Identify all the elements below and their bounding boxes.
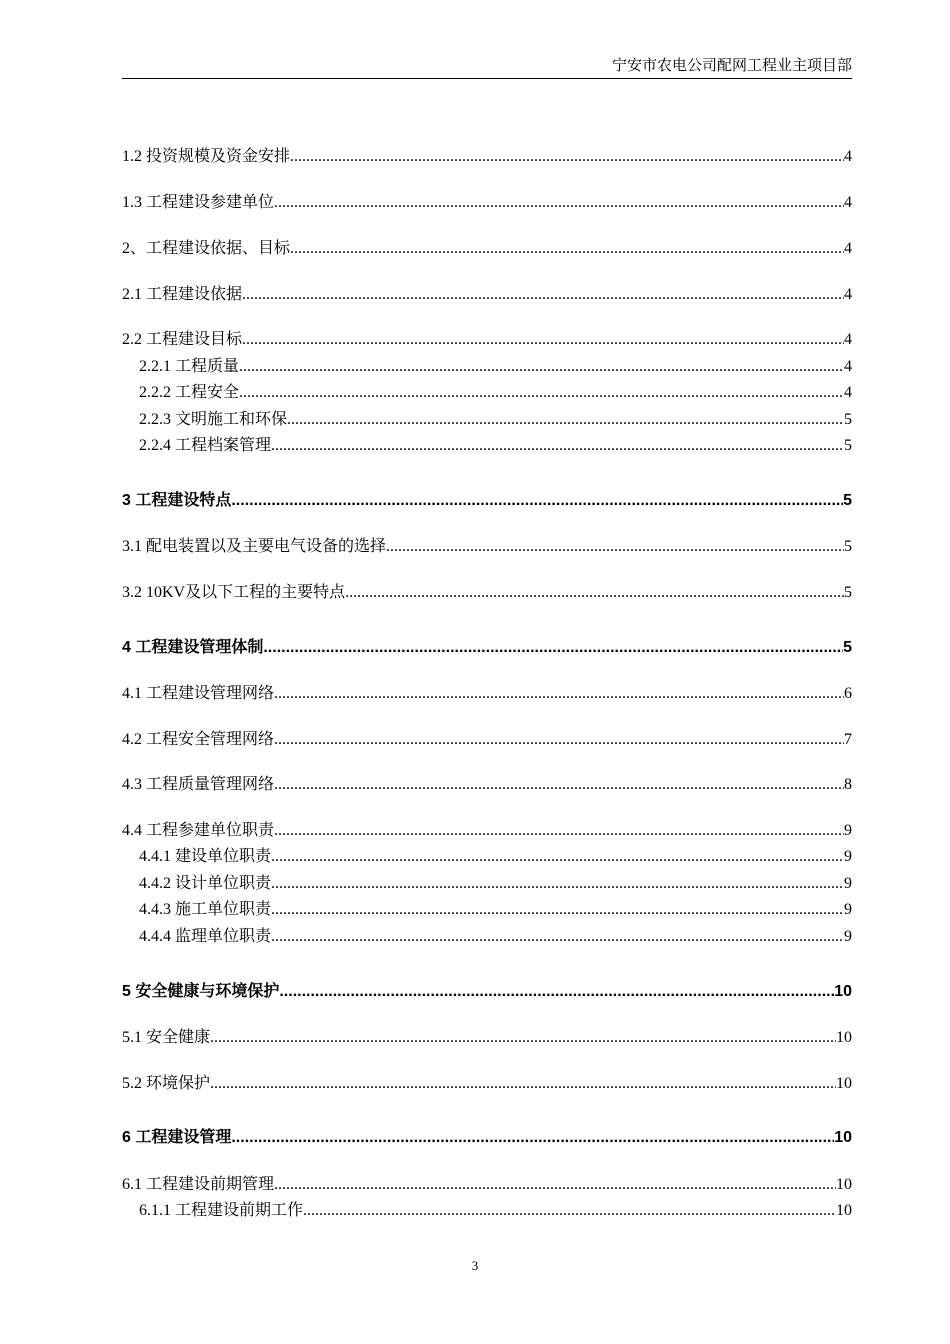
toc-entry[interactable] (122, 1073, 852, 1095)
toc-entry[interactable] (122, 683, 852, 705)
toc-entry[interactable] (122, 238, 852, 260)
toc-entry-page: 5 (844, 584, 852, 601)
toc-leader (303, 1200, 836, 1222)
toc-entry[interactable] (122, 146, 852, 168)
toc-entry-text: 1.2 投资规模及资金安排 (122, 148, 291, 165)
toc-subentry[interactable] (139, 899, 852, 921)
toc-entry-page: 4 (844, 148, 852, 165)
toc-entry-text: 2.2.1 工程质量 (139, 358, 240, 375)
toc-subentry[interactable] (139, 382, 852, 404)
toc-entry-text: 4.4.1 建设单位职责 (139, 848, 272, 865)
toc-entry[interactable] (122, 1174, 852, 1196)
toc-leader (345, 582, 844, 604)
toc-leader (231, 490, 843, 512)
toc-entry-page: 4 (844, 240, 852, 257)
toc-entry-text: 4.4.2 设计单位职责 (139, 875, 272, 892)
toc-subentry[interactable] (139, 435, 852, 457)
toc-entry-text: 6 工程建设管理 (122, 1129, 232, 1146)
toc-entry-text: 4.2 工程安全管理网络 (122, 731, 275, 748)
toc-entry-page: 5 (843, 492, 852, 509)
toc-leader (210, 1073, 836, 1095)
toc-leader (274, 1174, 836, 1196)
toc-entry-text: 3 工程建设特点 (122, 492, 232, 509)
toc-subentry[interactable] (139, 926, 852, 948)
toc-entry-page: 9 (844, 928, 852, 945)
toc-leader (271, 873, 844, 895)
toc-entry-text: 4.4.4 监理单位职责 (139, 928, 272, 945)
toc-leader (274, 683, 844, 705)
toc-entry-page: 4 (844, 286, 852, 303)
table-of-contents (122, 0, 852, 1344)
toc-chapter-entry[interactable] (122, 637, 852, 659)
toc-entry-page: 9 (844, 822, 852, 839)
toc-entry-page: 5 (844, 538, 852, 555)
page-number: 3 (471, 1258, 479, 1273)
toc-leader (290, 238, 844, 260)
toc-entry-text: 2、工程建设依据、目标 (122, 240, 291, 257)
toc-entry-text: 4.4.3 施工单位职责 (139, 901, 272, 918)
toc-entry-page: 5 (844, 437, 852, 454)
toc-entry-text: 4.1 工程建设管理网络 (122, 685, 275, 702)
toc-leader (271, 435, 844, 457)
toc-leader (290, 146, 844, 168)
toc-entry[interactable] (122, 1027, 852, 1049)
toc-entry-page: 5 (843, 639, 852, 656)
toc-entry[interactable] (122, 536, 852, 558)
toc-leader (271, 846, 844, 868)
toc-leader (386, 536, 844, 558)
page-footer (0, 1258, 950, 1274)
toc-entry-page: 5 (844, 411, 852, 428)
toc-entry-page: 4 (844, 384, 852, 401)
toc-entry-text: 1.3 工程建设参建单位 (122, 194, 275, 211)
toc-entry[interactable] (122, 329, 852, 351)
toc-leader (210, 1027, 836, 1049)
toc-leader (239, 382, 844, 404)
toc-leader (263, 637, 843, 659)
toc-leader (274, 774, 844, 796)
toc-entry-page: 10 (836, 1075, 852, 1092)
toc-leader (239, 356, 844, 378)
toc-entry-text: 4 工程建设管理体制 (122, 639, 264, 656)
toc-entry-page: 4 (844, 358, 852, 375)
toc-leader (274, 729, 844, 751)
toc-entry[interactable] (122, 774, 852, 796)
toc-entry-text: 2.2 工程建设目标 (122, 331, 243, 348)
toc-entry-page: 10 (836, 1029, 852, 1046)
toc-entry-text: 3.1 配电装置以及主要电气设备的选择 (122, 538, 387, 555)
toc-leader (274, 192, 844, 214)
toc-entry-text: 2.2.3 文明施工和环保 (139, 411, 288, 428)
toc-entry-page: 9 (844, 875, 852, 892)
toc-leader (271, 926, 844, 948)
toc-subentry[interactable] (139, 846, 852, 868)
toc-subentry[interactable] (139, 409, 852, 431)
toc-leader (279, 981, 834, 1003)
toc-leader (242, 329, 844, 351)
toc-entry-text: 2.2.2 工程安全 (139, 384, 240, 401)
toc-entry-page: 10 (834, 983, 852, 1000)
toc-leader (242, 284, 844, 306)
toc-entry-page: 4 (844, 331, 852, 348)
toc-leader (287, 409, 844, 431)
toc-entry[interactable] (122, 582, 852, 604)
toc-entry-text: 6.1.1 工程建设前期工作 (139, 1202, 304, 1219)
toc-entry[interactable] (122, 820, 852, 842)
toc-leader (231, 1127, 834, 1149)
toc-entry-text: 3.2 10KV及以下工程的主要特点 (122, 584, 346, 601)
toc-leader (271, 899, 844, 921)
toc-subentry[interactable] (139, 356, 852, 378)
toc-entry-page: 10 (834, 1129, 852, 1146)
toc-entry[interactable] (122, 284, 852, 306)
toc-entry[interactable] (122, 192, 852, 214)
toc-leader (274, 820, 844, 842)
toc-entry-page: 10 (836, 1202, 852, 1219)
toc-entry-page: 10 (836, 1176, 852, 1193)
toc-entry-text: 5.1 安全健康 (122, 1029, 211, 1046)
toc-entry-page: 9 (844, 848, 852, 865)
toc-subentry[interactable] (139, 873, 852, 895)
toc-entry-text: 6.1 工程建设前期管理 (122, 1176, 275, 1193)
toc-chapter-entry[interactable] (122, 1127, 852, 1149)
toc-entry-page: 4 (844, 194, 852, 211)
toc-chapter-entry[interactable] (122, 490, 852, 512)
toc-entry-text: 4.3 工程质量管理网络 (122, 776, 275, 793)
toc-subentry[interactable] (139, 1200, 852, 1222)
toc-entry-text: 2.1 工程建设依据 (122, 286, 243, 303)
header-title: 宁安市农电公司配网工程业主项目部 (611, 58, 852, 74)
toc-chapter-entry[interactable] (122, 981, 852, 1003)
toc-entry-page: 8 (844, 776, 852, 793)
toc-entry-text: 5.2 环境保护 (122, 1075, 211, 1092)
toc-entry-page: 6 (844, 685, 852, 702)
toc-entry-page: 7 (844, 731, 852, 748)
toc-entry-text: 5 安全健康与环境保护 (122, 983, 280, 1000)
toc-entry[interactable] (122, 729, 852, 751)
toc-entry-text: 2.2.4 工程档案管理 (139, 437, 272, 454)
toc-entry-text: 4.4 工程参建单位职责 (122, 822, 275, 839)
toc-entry-page: 9 (844, 901, 852, 918)
